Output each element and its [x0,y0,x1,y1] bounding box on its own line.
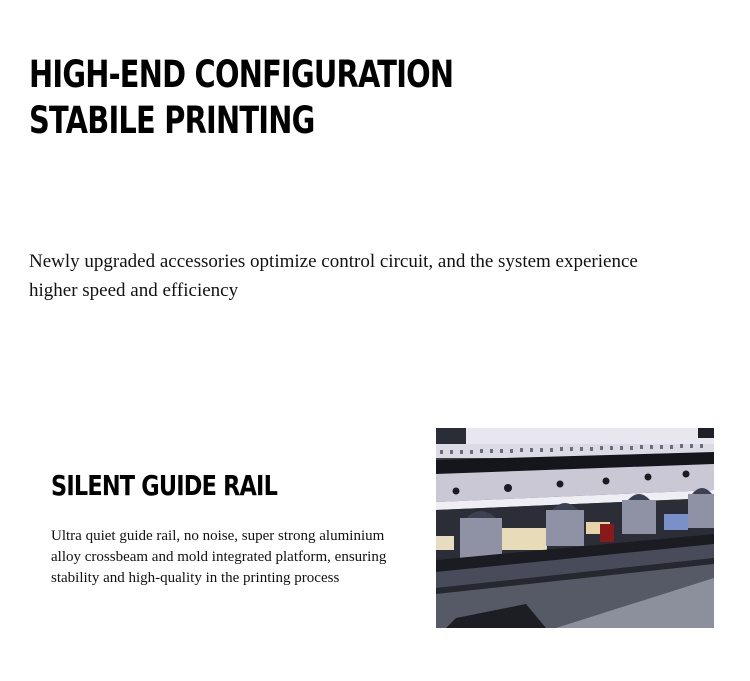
printer-guide-rail-photo [436,428,714,628]
page-headline [29,52,453,144]
feature-title: SILENT GUIDE RAIL [51,469,278,502]
feature-description: Ultra quiet guide rail, no noise, super strong aluminium alloy crossbeam and mold integrated platform, ensuring stability and high-quality in the printing process [51,528,387,586]
headline-line-1: HIGH-END CONFIGURATION [29,53,454,96]
intro-text: Newly upgraded accessories optimize control circuit, and the system experience higher speed and efficiency [29,251,638,301]
headline-line-2: STABILE PRINTING [29,99,315,142]
